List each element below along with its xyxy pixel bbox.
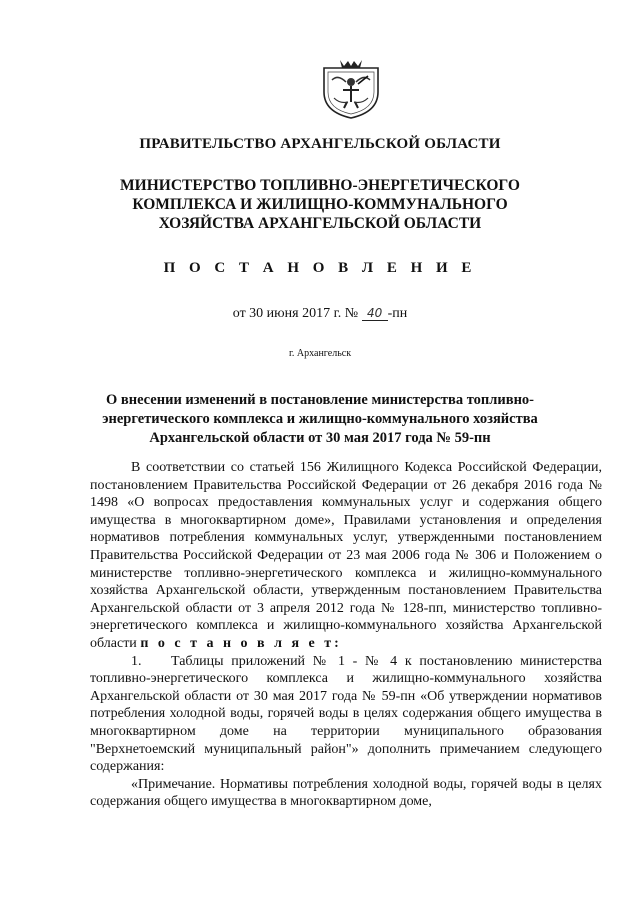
note-paragraph <box>90 776 602 811</box>
decree-body <box>90 459 602 811</box>
item-1-number: 1. <box>131 653 142 669</box>
item-1-text: Таблицы приложений № 1 - № 4 к постановлению министерства топливно-энергетического комплекса и жилищно-коммунального хозяйства Архангельской области от 30 мая 2017 года № 59-пн «Об утверждении нормативов потребления холодной воды, горячей воды в целях содержания общего имущества в многоквартирном доме на территории муниципального образования "Верхнетоемский муниципальный район"» дополнить примечанием следующего содержания: <box>90 653 602 775</box>
decree-subject <box>0 391 640 448</box>
government-name: ПРАВИТЕЛЬСТВО АРХАНГЕЛЬСКОЙ ОБЛАСТИ <box>139 136 501 152</box>
item-1-paragraph <box>90 653 602 776</box>
note-text: «Примечание. Нормативы потребления холодной воды, горячей воды в целях содержания общего имущества в многоквартирном доме, <box>90 776 602 810</box>
decree-number-suffix: -пн <box>387 306 408 321</box>
ministry-line: КОМПЛЕКСА И ЖИЛИЩНО-КОММУНАЛЬНОГО <box>132 196 508 213</box>
decree-number-handwritten: 40 <box>362 307 388 321</box>
subject-line: Архангельской области от 30 мая 2017 года № 59-пн <box>149 430 491 446</box>
subject-line: О внесении изменений в постановление министерства топливно- <box>105 392 535 408</box>
resolves-phrase: п о с т а н о в л я е т: <box>140 635 342 651</box>
ministry-line: ХОЗЯЙСТВА АРХАНГЕЛЬСКОЙ ОБЛАСТИ <box>158 215 482 232</box>
decree-title: П О С Т А Н О В Л Е Н И Е <box>163 260 477 276</box>
preamble-paragraph <box>90 459 602 653</box>
ministry-line: МИНИСТЕРСТВО ТОПЛИВНО-ЭНЕРГЕТИЧЕСКОГО <box>120 177 520 194</box>
ministry-name <box>0 176 640 233</box>
city: г. Архангельск <box>288 348 352 359</box>
decree-date: от 30 июня 2017 г. № <box>232 306 359 321</box>
coat-of-arms-icon <box>318 58 384 120</box>
preamble-text: В соответствии со статьей 156 Жилищного Кодекса Российской Федерации, постановлением Правительства Российской Федерации от 26 декабря 2016 года № 1498 «О вопросах предоставления коммунальных услуг и содержания общего имущества в многоквартирном доме», Правилами установления и определения нормативов потребления коммунальных услуг, утвержденными постановлением Правительства Российской Федерации от 23 мая 2006 года № 306 и Положением о министерстве топливно-энергетического комплекса и жилищно-коммунального хозяйства Архангельской области, утвержденным постановлением Правительства Архангельской области от 3 апреля 2012 года № 128-пп, министерство топливно-энергетического комплекса и жилищно-коммунального хозяйства Архангельской области <box>90 460 602 651</box>
subject-line: энергетического комплекса и жилищно-коммунального хозяйства <box>102 411 538 427</box>
decree-date-line <box>0 306 640 322</box>
